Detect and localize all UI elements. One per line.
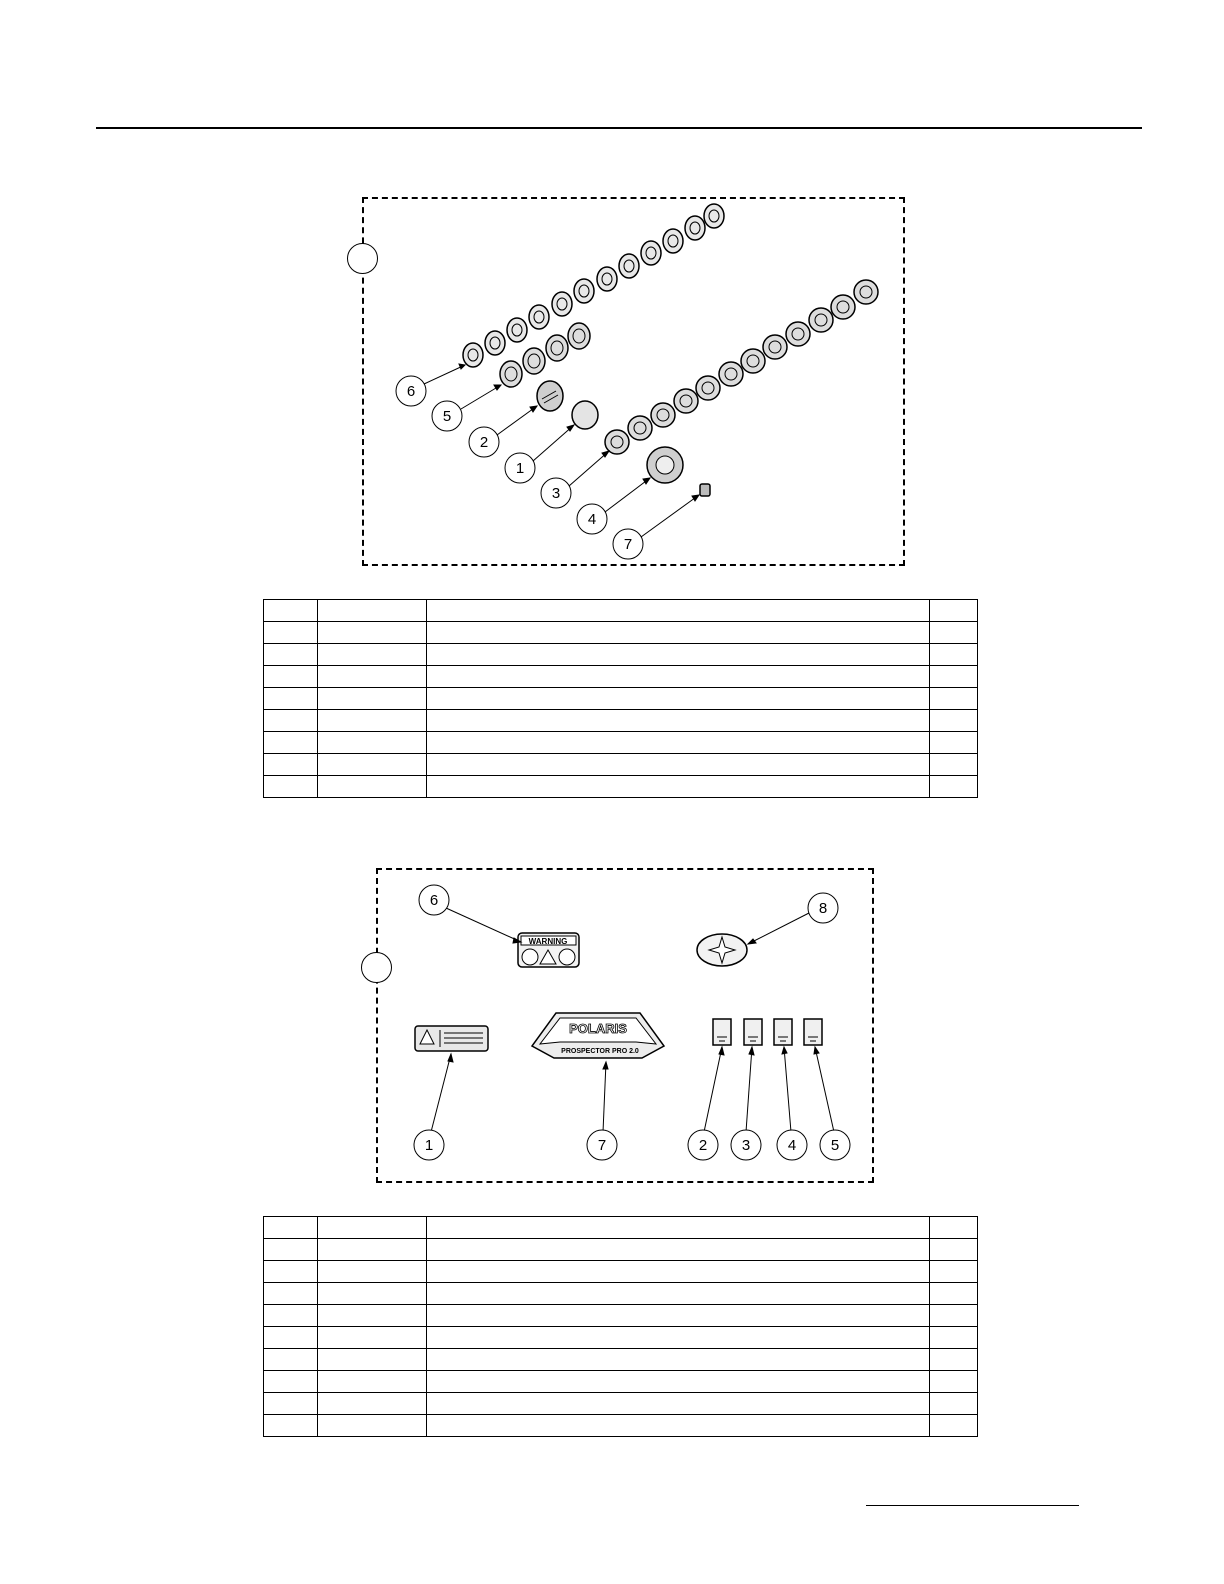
callout-label-4: 4 — [787, 1137, 797, 1154]
table-cell — [318, 666, 427, 688]
callout-label-2: 2 — [479, 434, 489, 451]
table-cell — [264, 732, 318, 754]
table-cell — [264, 1371, 318, 1393]
header-rule — [96, 127, 1142, 129]
callout-label-2: 2 — [698, 1137, 708, 1154]
footer-rule — [866, 1505, 1079, 1506]
table-row — [264, 1371, 978, 1393]
table-cell — [318, 1217, 427, 1239]
table-cell — [264, 1393, 318, 1415]
table-cell — [427, 754, 930, 776]
table-cell — [318, 776, 427, 798]
table-cell — [930, 1217, 978, 1239]
table-cell — [318, 1415, 427, 1437]
lug-nut — [700, 484, 710, 496]
table-cell — [427, 732, 930, 754]
wheel-insert-row — [605, 280, 878, 454]
table-cell — [264, 1327, 318, 1349]
table-row — [264, 776, 978, 798]
panel-badge-2 — [361, 952, 392, 983]
panel-badge-1 — [347, 243, 378, 274]
table-cell — [318, 1239, 427, 1261]
table-row — [264, 600, 978, 622]
callout-label-1: 1 — [424, 1137, 434, 1154]
polaris-model-decal — [532, 1013, 664, 1058]
table-cell — [930, 1393, 978, 1415]
table-cell — [427, 1393, 930, 1415]
table-row — [264, 644, 978, 666]
table-row — [264, 710, 978, 732]
callout-label-7: 7 — [597, 1137, 607, 1154]
table-cell — [264, 688, 318, 710]
center-cap-logo — [537, 381, 563, 411]
table-cell — [318, 1261, 427, 1283]
table-cell — [930, 1327, 978, 1349]
table-cell — [930, 754, 978, 776]
table-cell — [427, 622, 930, 644]
table-row — [264, 1327, 978, 1349]
table-cell — [427, 1261, 930, 1283]
table-cell — [930, 710, 978, 732]
table-cell — [264, 1415, 318, 1437]
warning-decal — [518, 933, 579, 967]
table-cell — [264, 776, 318, 798]
callout-label-3: 3 — [741, 1137, 751, 1154]
table-cell — [427, 1349, 930, 1371]
polaris-star-decal — [697, 934, 747, 966]
table-cell — [930, 1283, 978, 1305]
table-row — [264, 1283, 978, 1305]
table-cell — [427, 710, 930, 732]
decal-kit-diagram-2 — [378, 870, 876, 1185]
table-cell — [318, 1393, 427, 1415]
exploded-view-diagram-1 — [364, 199, 907, 568]
table-cell — [930, 1371, 978, 1393]
table-cell — [264, 1217, 318, 1239]
table-row — [264, 1349, 978, 1371]
callout-label-6: 6 — [406, 383, 416, 400]
table-cell — [318, 732, 427, 754]
table-row — [264, 666, 978, 688]
polaris-model-text: PROSPECTOR PRO 2.0 — [561, 1048, 639, 1055]
table-row — [264, 1261, 978, 1283]
table-cell — [427, 1239, 930, 1261]
table-row — [264, 622, 978, 644]
parts-table-2 — [263, 1216, 978, 1437]
table-cell — [318, 600, 427, 622]
table-cell — [930, 1415, 978, 1437]
table-cell — [318, 754, 427, 776]
table-row — [264, 1239, 978, 1261]
table-cell — [264, 710, 318, 732]
table-cell — [427, 776, 930, 798]
table-cell — [427, 688, 930, 710]
table-cell — [264, 1349, 318, 1371]
table-cell — [930, 600, 978, 622]
table-cell — [318, 1349, 427, 1371]
callout-label-4: 4 — [587, 511, 597, 528]
table-cell — [427, 644, 930, 666]
table-cell — [930, 732, 978, 754]
table-cell — [264, 600, 318, 622]
table-cell — [930, 1261, 978, 1283]
table-cell — [427, 1217, 930, 1239]
parts-table-1 — [263, 599, 978, 798]
table-cell — [264, 1261, 318, 1283]
table-row — [264, 1305, 978, 1327]
caution-decal — [415, 1026, 488, 1051]
table-row — [264, 754, 978, 776]
table-row — [264, 1393, 978, 1415]
table-cell — [427, 666, 930, 688]
callout-label-6: 6 — [429, 892, 439, 909]
table-cell — [264, 666, 318, 688]
table-cell — [318, 622, 427, 644]
table-cell — [318, 688, 427, 710]
table-cell — [930, 1349, 978, 1371]
callout-label-5: 5 — [442, 408, 452, 425]
callout-label-8: 8 — [818, 900, 828, 917]
table-cell — [427, 1283, 930, 1305]
table-cell — [264, 1305, 318, 1327]
small-decal-set — [713, 1019, 822, 1045]
decal-kit-panel-2 — [376, 868, 874, 1183]
table-cell — [930, 776, 978, 798]
table-cell — [318, 1305, 427, 1327]
table-cell — [930, 688, 978, 710]
washer-row — [463, 204, 724, 367]
table-cell — [318, 710, 427, 732]
table-cell — [930, 1305, 978, 1327]
table-row — [264, 1415, 978, 1437]
table-cell — [264, 1283, 318, 1305]
table-cell — [318, 644, 427, 666]
table-row — [264, 732, 978, 754]
table-cell — [427, 600, 930, 622]
table-cell — [930, 644, 978, 666]
table-cell — [264, 754, 318, 776]
table-cell — [318, 1327, 427, 1349]
table-row — [264, 1217, 978, 1239]
table-cell — [318, 1371, 427, 1393]
table-cell — [264, 622, 318, 644]
warning-decal-title: WARNING — [528, 937, 568, 946]
center-cap-plain — [572, 401, 598, 429]
table-cell — [930, 666, 978, 688]
table-cell — [264, 644, 318, 666]
table-cell — [930, 1239, 978, 1261]
table-cell — [318, 1283, 427, 1305]
callout-label-3: 3 — [551, 485, 561, 502]
exploded-view-panel-1 — [362, 197, 905, 566]
table-cell — [427, 1327, 930, 1349]
table-cell — [427, 1371, 930, 1393]
table-row — [264, 688, 978, 710]
table-cell — [427, 1305, 930, 1327]
callout-label-1: 1 — [515, 460, 525, 477]
callout-label-7: 7 — [623, 536, 633, 553]
callout-label-5: 5 — [830, 1137, 840, 1154]
polaris-brand-text: POLARIS — [569, 1021, 627, 1036]
table-cell — [427, 1415, 930, 1437]
table-cell — [930, 622, 978, 644]
table-cell — [264, 1239, 318, 1261]
